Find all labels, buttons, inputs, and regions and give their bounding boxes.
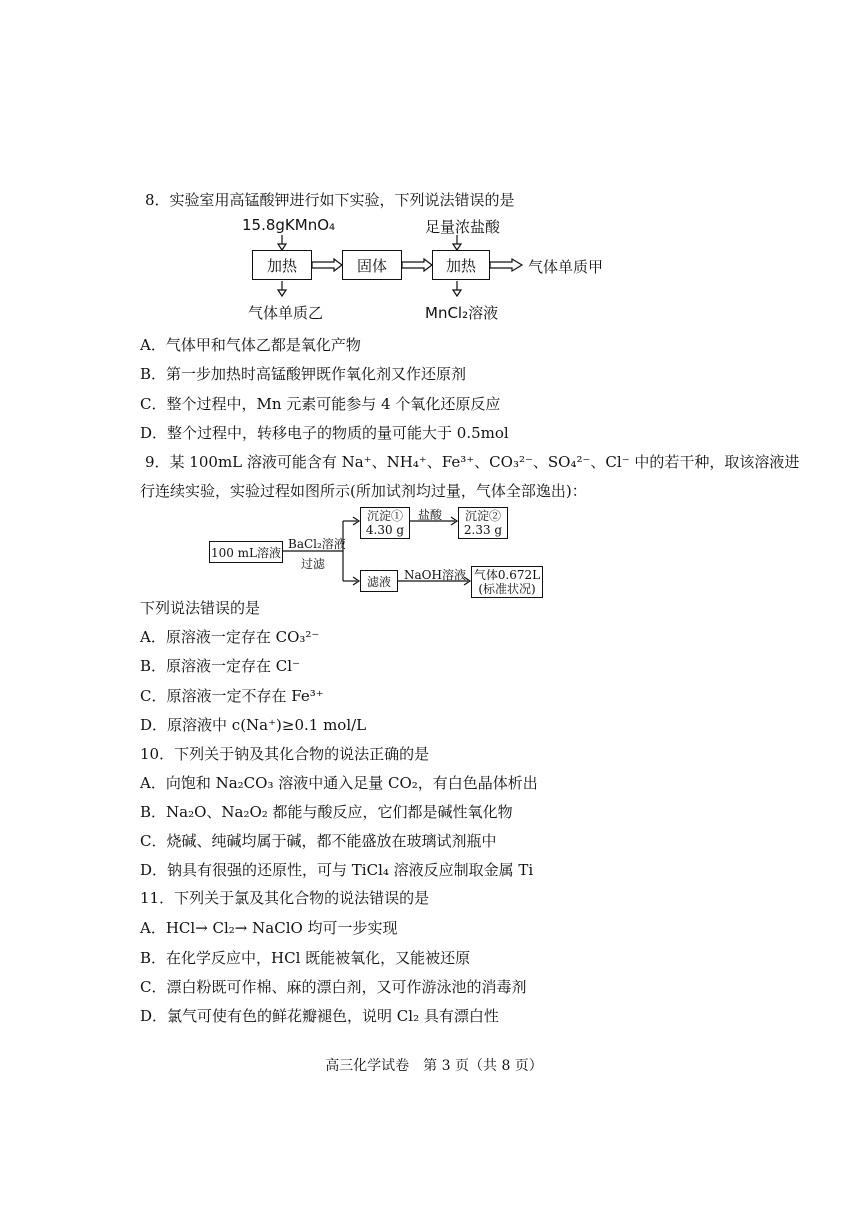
hcl-reagent-label: 盐酸 — [418, 508, 443, 522]
q11-stem: 11．下列关于氯及其化合物的说法错误的是 — [140, 889, 430, 907]
q11-option-c: C．漂白粉既可作棉、麻的漂白剂，又可作游泳池的消毒剂 — [140, 978, 527, 996]
solid-box-label: 固体 — [356, 256, 387, 275]
filter-label: 过滤 — [301, 557, 326, 571]
precipitate-1-box — [360, 507, 410, 539]
filtrate-label: 滤液 — [366, 574, 391, 589]
q9-option-d: D．原溶液中 c(Na⁺)≥0.1 mol/L — [140, 716, 367, 734]
hcl-label: 足量浓盐酸 — [425, 218, 501, 236]
gas-jia-label: 气体单质甲 — [528, 258, 604, 276]
naoh-label: NaOH溶液 — [404, 568, 466, 582]
bacl2-label: BaCl₂溶液 — [288, 537, 346, 551]
q10-option-d: D．钠具有很强的还原性，可与 TiCl₄ 溶液反应制取金属 Ti — [140, 861, 534, 879]
mncl2-label: MnCl₂溶液 — [425, 304, 499, 322]
gas-yi-label: 气体单质乙 — [248, 304, 324, 322]
gas-box — [471, 566, 543, 598]
precipitate-2-box — [458, 507, 508, 539]
start-solution-label: 100 mL溶液 — [210, 545, 282, 560]
gas-volume: 气体0.672L — [473, 568, 541, 582]
q8-option-a: A．气体甲和气体乙都是氧化产物 — [140, 336, 361, 354]
precipitate-2-mass: 2.33 g — [463, 523, 503, 537]
filtrate-box — [360, 570, 398, 592]
page-footer: 高三化学试卷 第 3 页（共 8 页） — [325, 1058, 543, 1074]
q9-prompt: 下列说法错误的是 — [140, 599, 261, 617]
q8-stem: 8．实验室用高锰酸钾进行如下实验，下列说法错误的是 — [145, 191, 515, 209]
start-solution-box — [209, 541, 283, 563]
q10-stem: 10．下列关于钠及其化合物的说法正确的是 — [140, 745, 430, 763]
q11-option-d: D．氯气可使有色的鲜花瓣褪色，说明 Cl₂ 具有漂白性 — [140, 1007, 499, 1025]
gas-condition: (标准状况) — [478, 582, 536, 596]
precipitate-2-name: 沉淀② — [464, 509, 501, 523]
q9-stem-2: 行连续实验，实验过程如图所示(所加试剂均过量，气体全部逸出)： — [140, 482, 587, 500]
heat-box-2-label: 加热 — [445, 256, 476, 275]
q8-option-d: D．整个过程中，转移电子的物质的量可能大于 0.5mol — [140, 424, 509, 442]
q10-option-c: C．烧碱、纯碱均属于碱，都不能盛放在玻璃试剂瓶中 — [140, 832, 497, 850]
precipitate-1-mass: 4.30 g — [365, 523, 405, 537]
q11-option-b: B．在化学反应中，HCl 既能被氧化，又能被还原 — [140, 949, 471, 967]
q9-stem-1: 9．某 100mL 溶液可能含有 Na⁺、NH₄⁺、Fe³⁺、CO₃²⁻、SO₄²⁻、Cl⁻ 中的若干种，取该溶液进 — [145, 453, 800, 471]
q9-option-b: B．原溶液一定存在 Cl⁻ — [140, 657, 300, 675]
q8-option-b: B．第一步加热时高锰酸钾既作氧化剂又作还原剂 — [140, 365, 467, 383]
precipitate-1-name: 沉淀① — [366, 509, 403, 523]
q9-diagram — [0, 0, 868, 610]
q11-option-a: A．HCl→ Cl₂→ NaClO 均可一步实现 — [140, 919, 398, 937]
q10-option-a: A．向饱和 Na₂CO₃ 溶液中通入足量 CO₂，有白色晶体析出 — [140, 774, 538, 792]
q9-option-a: A．原溶液一定存在 CO₃²⁻ — [140, 628, 320, 646]
heat-box-1-label: 加热 — [266, 256, 297, 275]
kmno4-label: 15.8gKMnO₄ — [242, 216, 336, 234]
q10-option-b: B．Na₂O、Na₂O₂ 都能与酸反应，它们都是碱性氧化物 — [140, 803, 513, 821]
q9-option-c: C．原溶液一定不存在 Fe³⁺ — [140, 687, 324, 705]
q8-option-c: C．整个过程中，Mn 元素可能参与 4 个氧化还原反应 — [140, 395, 501, 413]
